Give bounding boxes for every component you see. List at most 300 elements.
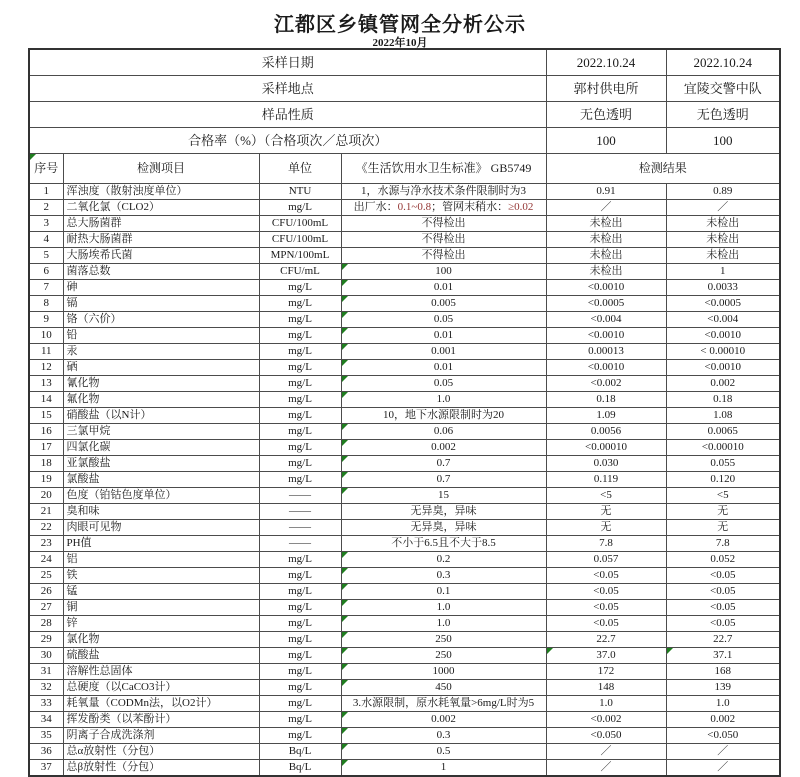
cell-no: 37 <box>29 760 63 777</box>
cell-result-1: 0.91 <box>546 184 666 200</box>
info-value-site2: 100 <box>666 128 780 154</box>
cell-no: 19 <box>29 472 63 488</box>
cell-unit: MPN/100mL <box>259 248 341 264</box>
cell-unit: mg/L <box>259 344 341 360</box>
cell-result-2: < 0.00010 <box>666 344 780 360</box>
error-indicator-icon <box>342 712 348 718</box>
cell-unit: mg/L <box>259 584 341 600</box>
table-row <box>29 600 780 616</box>
standard-text-segment: 出厂水： <box>353 201 398 213</box>
info-value-site2: 无色透明 <box>666 102 780 128</box>
cell-item: 肉眼可见物 <box>63 520 259 536</box>
cell-result-2: <0.05 <box>666 616 780 632</box>
cell-standard: 100 <box>341 264 546 280</box>
cell-no: 7 <box>29 280 63 296</box>
col-header-result: 检测结果 <box>546 154 780 184</box>
info-label: 合格率（%）（合格项次／总项次） <box>29 128 546 154</box>
cell-item: 总硬度（以CaCO3计） <box>63 680 259 696</box>
table-row <box>29 520 780 536</box>
cell-result-1: 22.7 <box>546 632 666 648</box>
cell-unit: Bq/L <box>259 760 341 777</box>
cell-result-1: 未检出 <box>546 248 666 264</box>
cell-result-1: ／ <box>546 760 666 777</box>
error-indicator-icon <box>342 360 348 366</box>
cell-standard: 0.01 <box>341 360 546 376</box>
error-indicator-icon <box>342 264 348 270</box>
table-row <box>29 744 780 760</box>
cell-result-2: 139 <box>666 680 780 696</box>
cell-result-2: 0.052 <box>666 552 780 568</box>
cell-unit: NTU <box>259 184 341 200</box>
cell-item: 耐热大肠菌群 <box>63 232 259 248</box>
col-header-standard: 《生活饮用水卫生标准》 GB5749 <box>341 154 546 184</box>
cell-unit: mg/L <box>259 568 341 584</box>
cell-unit: mg/L <box>259 360 341 376</box>
cell-result-2: 0.0065 <box>666 424 780 440</box>
cell-result-1: ／ <box>546 200 666 216</box>
cell-item: 锌 <box>63 616 259 632</box>
cell-result-2: <0.004 <box>666 312 780 328</box>
cell-result-1: <0.00010 <box>546 440 666 456</box>
cell-standard: 1，水源与净水技术条件限制时为3 <box>341 184 546 200</box>
cell-result-1: 无 <box>546 520 666 536</box>
cell-unit: mg/L <box>259 392 341 408</box>
cell-item: PH值 <box>63 536 259 552</box>
cell-result-1: <0.0010 <box>546 360 666 376</box>
cell-result-1: <0.004 <box>546 312 666 328</box>
cell-result-1: <0.002 <box>546 376 666 392</box>
cell-standard: 0.3 <box>341 728 546 744</box>
cell-item: 氟化物 <box>63 392 259 408</box>
error-indicator-icon <box>342 280 348 286</box>
cell-result-1: <0.05 <box>546 600 666 616</box>
table-row <box>29 632 780 648</box>
error-indicator-icon <box>342 664 348 670</box>
cell-standard: 10，地下水源限制时为20 <box>341 408 546 424</box>
cell-unit: —— <box>259 520 341 536</box>
info-value-site2: 2022.10.24 <box>666 49 780 76</box>
cell-standard: 不得检出 <box>341 248 546 264</box>
cell-item: 铁 <box>63 568 259 584</box>
cell-result-1: 0.030 <box>546 456 666 472</box>
table-row <box>29 712 780 728</box>
cell-no: 10 <box>29 328 63 344</box>
col-header-item: 检测项目 <box>63 154 259 184</box>
cell-standard: 无异臭，异味 <box>341 504 546 520</box>
cell-result-2: 无 <box>666 504 780 520</box>
cell-item: 铬（六价） <box>63 312 259 328</box>
cell-result-1: <0.050 <box>546 728 666 744</box>
error-indicator-icon <box>342 680 348 686</box>
cell-no: 17 <box>29 440 63 456</box>
cell-standard: 0.005 <box>341 296 546 312</box>
cell-no: 4 <box>29 232 63 248</box>
cell-item: 臭和味 <box>63 504 259 520</box>
table-row <box>29 232 780 248</box>
cell-unit: mg/L <box>259 632 341 648</box>
cell-unit: Bq/L <box>259 744 341 760</box>
cell-result-2: 未检出 <box>666 216 780 232</box>
cell-result-1: 未检出 <box>546 232 666 248</box>
cell-result-1: <0.05 <box>546 616 666 632</box>
cell-no: 3 <box>29 216 63 232</box>
error-indicator-icon <box>342 488 348 494</box>
cell-standard: 1.0 <box>341 616 546 632</box>
table-row <box>29 648 780 664</box>
cell-no: 18 <box>29 456 63 472</box>
page-title: 江都区乡镇管网全分析公示 <box>274 14 526 36</box>
cell-result-1: 0.18 <box>546 392 666 408</box>
cell-no: 5 <box>29 248 63 264</box>
cell-result-2: ／ <box>666 744 780 760</box>
error-indicator-icon <box>342 584 348 590</box>
cell-result-2: 7.8 <box>666 536 780 552</box>
cell-standard: 0.05 <box>341 312 546 328</box>
cell-result-2: 未检出 <box>666 248 780 264</box>
table-row <box>29 472 780 488</box>
cell-standard: 0.7 <box>341 456 546 472</box>
cell-result-2: <0.0005 <box>666 296 780 312</box>
cell-standard: 不得检出 <box>341 232 546 248</box>
cell-item: 氯酸盐 <box>63 472 259 488</box>
cell-item: 硒 <box>63 360 259 376</box>
error-indicator-icon <box>342 552 348 558</box>
cell-result-1: <0.05 <box>546 584 666 600</box>
cell-item: 浑浊度（散射浊度单位） <box>63 184 259 200</box>
cell-result-1: 0.00013 <box>546 344 666 360</box>
error-indicator-icon <box>342 728 348 734</box>
cell-item: 汞 <box>63 344 259 360</box>
cell-unit: mg/L <box>259 648 341 664</box>
column-header-row <box>29 154 780 184</box>
cell-no: 11 <box>29 344 63 360</box>
cell-standard: 0.3 <box>341 568 546 584</box>
info-row-sample-date <box>29 49 780 76</box>
cell-no: 16 <box>29 424 63 440</box>
cell-result-2: <0.0010 <box>666 328 780 344</box>
cell-no: 9 <box>29 312 63 328</box>
cell-standard <box>341 200 546 216</box>
cell-standard: 3.水源限制，原水耗氧量>6mg/L时为5 <box>341 696 546 712</box>
page-subtitle: 2022年10月 <box>372 37 428 49</box>
cell-unit: mg/L <box>259 296 341 312</box>
cell-no: 27 <box>29 600 63 616</box>
table-row <box>29 200 780 216</box>
cell-unit: —— <box>259 488 341 504</box>
cell-result-2: 168 <box>666 664 780 680</box>
error-indicator-icon <box>342 632 348 638</box>
cell-no: 23 <box>29 536 63 552</box>
cell-standard: 0.002 <box>341 712 546 728</box>
cell-item: 硝酸盐（以N计） <box>63 408 259 424</box>
cell-no: 14 <box>29 392 63 408</box>
cell-result-1: 1.0 <box>546 696 666 712</box>
table-row <box>29 680 780 696</box>
cell-unit: —— <box>259 536 341 552</box>
cell-unit: mg/L <box>259 456 341 472</box>
cell-unit: mg/L <box>259 680 341 696</box>
cell-unit: mg/L <box>259 328 341 344</box>
error-indicator-icon <box>342 648 348 654</box>
error-indicator-icon <box>342 296 348 302</box>
cell-no: 12 <box>29 360 63 376</box>
table-row <box>29 424 780 440</box>
info-value-site1: 100 <box>546 128 666 154</box>
cell-result-1: 1.09 <box>546 408 666 424</box>
cell-item: 三氯甲烷 <box>63 424 259 440</box>
cell-result-1: ／ <box>546 744 666 760</box>
cell-unit: mg/L <box>259 472 341 488</box>
table-row <box>29 248 780 264</box>
info-row-sample-nature <box>29 102 780 128</box>
cell-standard: 不得检出 <box>341 216 546 232</box>
error-indicator-icon <box>342 424 348 430</box>
table-row <box>29 216 780 232</box>
cell-standard: 不小于6.5且不大于8.5 <box>341 536 546 552</box>
table-row <box>29 488 780 504</box>
error-indicator-icon <box>342 616 348 622</box>
cell-result-2: <0.0010 <box>666 360 780 376</box>
cell-result-2: 0.18 <box>666 392 780 408</box>
cell-no: 36 <box>29 744 63 760</box>
error-indicator-icon <box>342 744 348 750</box>
table-row <box>29 408 780 424</box>
analysis-table-body <box>29 184 780 777</box>
cell-result-1: 未检出 <box>546 216 666 232</box>
cell-standard: 450 <box>341 680 546 696</box>
cell-standard: 1 <box>341 760 546 777</box>
standard-text-segment: ≥0.02 <box>508 201 534 213</box>
cell-result-1: 0.0056 <box>546 424 666 440</box>
cell-standard: 15 <box>341 488 546 504</box>
cell-result-2: 未检出 <box>666 232 780 248</box>
error-indicator-icon <box>342 376 348 382</box>
cell-standard: 1.0 <box>341 600 546 616</box>
cell-result-1: 148 <box>546 680 666 696</box>
cell-unit: mg/L <box>259 280 341 296</box>
cell-unit: mg/L <box>259 552 341 568</box>
cell-unit: mg/L <box>259 376 341 392</box>
table-row <box>29 280 780 296</box>
cell-unit: mg/L <box>259 312 341 328</box>
cell-standard: 0.01 <box>341 280 546 296</box>
table-row <box>29 456 780 472</box>
cell-item: 总大肠菌群 <box>63 216 259 232</box>
info-label: 样品性质 <box>29 102 546 128</box>
cell-result-1: <0.002 <box>546 712 666 728</box>
cell-no: 24 <box>29 552 63 568</box>
cell-standard: 0.05 <box>341 376 546 392</box>
cell-item: 四氯化碳 <box>63 440 259 456</box>
table-row <box>29 536 780 552</box>
cell-unit: —— <box>259 504 341 520</box>
cell-unit: mg/L <box>259 712 341 728</box>
error-indicator-icon <box>342 344 348 350</box>
cell-no: 28 <box>29 616 63 632</box>
col-header-no-label: 序号 <box>34 161 59 175</box>
cell-result-2: <0.05 <box>666 568 780 584</box>
cell-no: 34 <box>29 712 63 728</box>
table-row <box>29 376 780 392</box>
cell-item: 二氧化氯（CLO2） <box>63 200 259 216</box>
cell-unit: mg/L <box>259 408 341 424</box>
cell-no: 30 <box>29 648 63 664</box>
cell-result-1: 37.0 <box>546 648 666 664</box>
standard-text-segment: ；管网末稍水： <box>431 201 509 213</box>
cell-no: 29 <box>29 632 63 648</box>
col-header-unit: 单位 <box>259 154 341 184</box>
cell-standard: 无异臭，异味 <box>341 520 546 536</box>
cell-standard: 0.1 <box>341 584 546 600</box>
cell-item: 亚氯酸盐 <box>63 456 259 472</box>
cell-no: 33 <box>29 696 63 712</box>
cell-standard: 250 <box>341 648 546 664</box>
cell-unit: mg/L <box>259 200 341 216</box>
cell-item: 镉 <box>63 296 259 312</box>
cell-result-2: 0.002 <box>666 376 780 392</box>
cell-unit: mg/L <box>259 424 341 440</box>
cell-item: 色度（铂钴色度单位） <box>63 488 259 504</box>
cell-result-1: <0.0010 <box>546 328 666 344</box>
cell-standard: 0.5 <box>341 744 546 760</box>
cell-item: 挥发酚类（以苯酚计） <box>63 712 259 728</box>
cell-result-2: ／ <box>666 200 780 216</box>
error-indicator-icon <box>342 328 348 334</box>
cell-standard: 0.001 <box>341 344 546 360</box>
cell-no: 22 <box>29 520 63 536</box>
cell-unit: mg/L <box>259 696 341 712</box>
table-row <box>29 296 780 312</box>
cell-item: 铝 <box>63 552 259 568</box>
cell-result-1: <0.0005 <box>546 296 666 312</box>
cell-result-1: 172 <box>546 664 666 680</box>
cell-item: 氰化物 <box>63 376 259 392</box>
cell-unit: CFU/mL <box>259 264 341 280</box>
error-indicator-icon <box>30 154 36 160</box>
cell-item: 铜 <box>63 600 259 616</box>
cell-result-2: 1 <box>666 264 780 280</box>
table-row <box>29 584 780 600</box>
cell-result-2: <0.050 <box>666 728 780 744</box>
cell-no: 8 <box>29 296 63 312</box>
cell-item: 砷 <box>63 280 259 296</box>
cell-result-1: 未检出 <box>546 264 666 280</box>
cell-no: 32 <box>29 680 63 696</box>
cell-result-2: <0.05 <box>666 584 780 600</box>
table-row <box>29 344 780 360</box>
error-indicator-icon <box>342 760 348 766</box>
cell-standard: 0.2 <box>341 552 546 568</box>
cell-standard: 0.01 <box>341 328 546 344</box>
cell-no: 26 <box>29 584 63 600</box>
cell-result-2: 1.08 <box>666 408 780 424</box>
cell-result-2: <0.00010 <box>666 440 780 456</box>
cell-no: 1 <box>29 184 63 200</box>
cell-result-1: 0.119 <box>546 472 666 488</box>
cell-result-1: <0.0010 <box>546 280 666 296</box>
cell-result-2: 0.0033 <box>666 280 780 296</box>
error-indicator-icon <box>342 392 348 398</box>
cell-no: 2 <box>29 200 63 216</box>
cell-no: 15 <box>29 408 63 424</box>
table-row <box>29 440 780 456</box>
cell-item: 耗氧量（CODMn法，以O2计） <box>63 696 259 712</box>
cell-result-2: 无 <box>666 520 780 536</box>
cell-unit: mg/L <box>259 728 341 744</box>
cell-standard: 0.06 <box>341 424 546 440</box>
cell-result-2: <5 <box>666 488 780 504</box>
cell-result-2: 0.120 <box>666 472 780 488</box>
info-row-pass-rate <box>29 128 780 154</box>
table-row <box>29 328 780 344</box>
error-indicator-icon <box>342 440 348 446</box>
table-row <box>29 552 780 568</box>
cell-result-2: 37.1 <box>666 648 780 664</box>
table-row <box>29 392 780 408</box>
table-row <box>29 312 780 328</box>
info-value-site1: 2022.10.24 <box>546 49 666 76</box>
cell-unit: mg/L <box>259 616 341 632</box>
cell-result-1: 0.057 <box>546 552 666 568</box>
error-indicator-icon <box>547 648 553 654</box>
error-indicator-icon <box>342 600 348 606</box>
table-row <box>29 504 780 520</box>
table-row <box>29 664 780 680</box>
cell-standard: 250 <box>341 632 546 648</box>
analysis-table <box>28 48 781 777</box>
table-row <box>29 728 780 744</box>
cell-standard: 0.002 <box>341 440 546 456</box>
cell-result-1: <0.05 <box>546 568 666 584</box>
table-row <box>29 568 780 584</box>
cell-no: 6 <box>29 264 63 280</box>
cell-result-2: 0.002 <box>666 712 780 728</box>
cell-standard: 1000 <box>341 664 546 680</box>
cell-result-1: 7.8 <box>546 536 666 552</box>
cell-result-2: <0.05 <box>666 600 780 616</box>
cell-item: 硫酸盐 <box>63 648 259 664</box>
cell-result-2: 22.7 <box>666 632 780 648</box>
cell-no: 31 <box>29 664 63 680</box>
cell-result-1: 无 <box>546 504 666 520</box>
cell-unit: CFU/100mL <box>259 216 341 232</box>
cell-no: 20 <box>29 488 63 504</box>
cell-result-2: 1.0 <box>666 696 780 712</box>
cell-unit: mg/L <box>259 664 341 680</box>
cell-item: 氯化物 <box>63 632 259 648</box>
info-label: 采样日期 <box>29 49 546 76</box>
error-indicator-icon <box>342 568 348 574</box>
cell-item: 阴离子合成洗涤剂 <box>63 728 259 744</box>
table-row <box>29 264 780 280</box>
cell-result-1: <5 <box>546 488 666 504</box>
cell-no: 13 <box>29 376 63 392</box>
cell-item: 溶解性总固体 <box>63 664 259 680</box>
cell-no: 21 <box>29 504 63 520</box>
cell-unit: mg/L <box>259 600 341 616</box>
cell-item: 铅 <box>63 328 259 344</box>
info-label: 采样地点 <box>29 76 546 102</box>
table-row <box>29 696 780 712</box>
table-row <box>29 184 780 200</box>
cell-result-2: 0.89 <box>666 184 780 200</box>
cell-item: 锰 <box>63 584 259 600</box>
error-indicator-icon <box>342 456 348 462</box>
cell-result-2: ／ <box>666 760 780 777</box>
cell-item: 总α放射性（分包） <box>63 744 259 760</box>
info-value-site1: 郭村供电所 <box>546 76 666 102</box>
table-row <box>29 360 780 376</box>
